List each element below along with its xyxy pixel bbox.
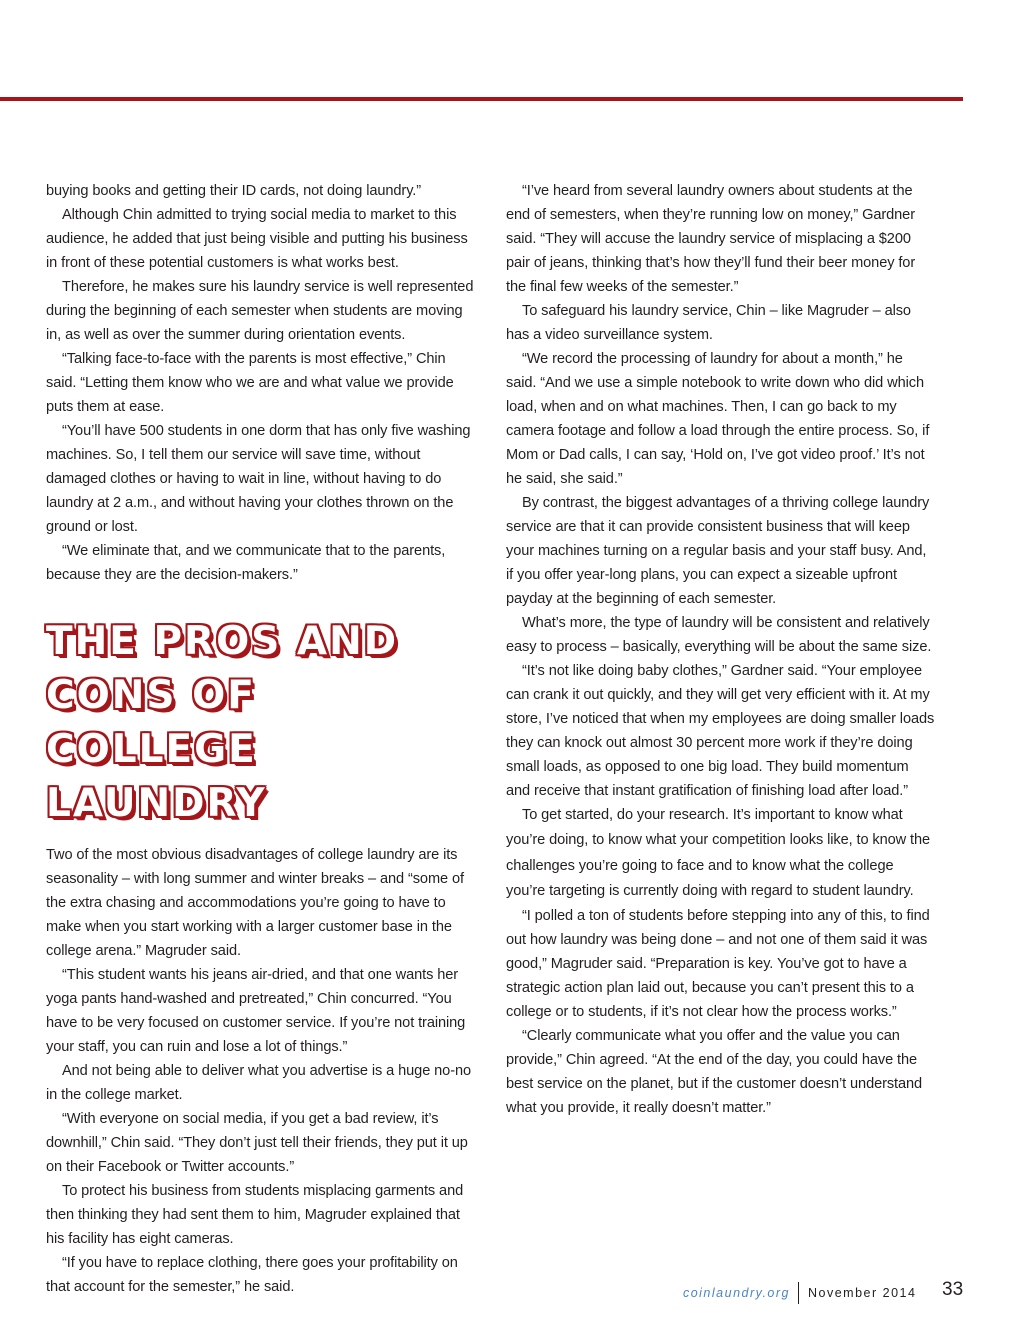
paragraph: “We record the processing of laundry for about a month,” he said. “And we use a simple notebook to write down who did which load, when and on what machines. Then, I can go back to my camera footage and follow a load through the entire process. So, if Mom or Dad calls, I can say, ‘Hold on, I’ve got video proof.’ It’s not he said, she said.” bbox=[506, 351, 930, 487]
footer-divider bbox=[798, 1282, 799, 1304]
paragraph: “I polled a ton of students before stepping into any of this, to find out how laundry was being done – and not one of them said it was good,” Magruder said. “Preparation is key. You’ve got to have a strategic action plan laid out, because you can’t present this to a college or to students, if it’s not clear how the process works.” bbox=[506, 908, 930, 1021]
paragraph: By contrast, the biggest advantages of a thriving college laundry service are that it can provide consistent business that will keep your machines turning on a regular basis and your staff busy. And, if you offer year-long plans, you can expect a sizeable upfront payday at the beginning of each semester. bbox=[506, 495, 930, 607]
paragraph: “If you have to replace clothing, there goes your profitability on that account for the semester,” he said. bbox=[46, 1255, 458, 1295]
website-link[interactable]: coinlaundry.org bbox=[682, 1286, 790, 1300]
right-column bbox=[506, 179, 936, 1120]
paragraph: To safeguard his laundry service, Chin – like Magruder – also has a video surveillance system. bbox=[506, 303, 911, 343]
paragraph: Therefore, he makes sure his laundry service is well represented during the beginning of each semester when students are moving in, as well as over the summer during orientation events. bbox=[46, 279, 474, 343]
issue-date: November 2014 bbox=[808, 1286, 917, 1300]
paragraph: “This student wants his jeans air-dried, and that one wants her yoga pants hand-washed and pretreated,” Chin concurred. “You have to be very focused on customer service. If you’re not training your staff, you can ruin and lose a lot of things.” bbox=[46, 967, 466, 1055]
paragraph: “With everyone on social media, if you get a bad review, it’s downhill,” Chin said. “They don’t just tell their friends, they put it up on their Facebook or Twitter accounts.” bbox=[46, 1111, 468, 1175]
paragraph: To get started, do your research. It’s important to know what you’re doing, to know what your competition looks like, to know the challenges you’re going to face and to know what the college you’re targeting is currently doing with regard to student laundry. bbox=[506, 807, 931, 899]
paragraph: “Clearly communicate what you offer and the value you can provide,” Chin agreed. “At the end of the day, you could have the best service on the planet, but if the customer doesn’t understand what you provide, it really doesn’t matter.” bbox=[506, 1028, 923, 1117]
page-number: 33 bbox=[942, 1279, 964, 1300]
paragraph: “Talking face-to-face with the parents is most effective,” Chin said. “Letting them know who we are and what value we provide puts them at ease. bbox=[46, 351, 454, 415]
paragraph: buying books and getting their ID cards, not doing laundry.” bbox=[46, 183, 422, 199]
left-column bbox=[46, 179, 476, 1299]
section-heading: THE PROS AND CONS OF COLLEGE LAUNDRY bbox=[46, 619, 399, 826]
paragraph: “It’s not like doing baby clothes,” Gardner said. “Your employee can crank it out quickly, and they will get very efficient with it. At my store, I’ve noticed that when my employees are doing smaller loads they can knock out almost 30 percent more work if they’re doing small loads, as opposed to one big load. They build momentum and receive that instant gratification of finishing load after load.” bbox=[506, 663, 935, 799]
paragraph: Two of the most obvious disadvantages of college laundry are its seasonality – with long summer and winter breaks – and “some of the extra chasing and accommodations you’re going to have to make when you start working with a larger customer base in the college arena.” Magruder said. bbox=[46, 847, 464, 959]
paragraph: What’s more, the type of laundry will be consistent and relatively easy to process – basically, everything will be about the same size. bbox=[506, 615, 932, 655]
paragraph: Although Chin admitted to trying social media to market to this audience, he added that just being visible and putting his business in front of these potential customers is what works best. bbox=[46, 207, 468, 271]
paragraph: And not being able to deliver what you advertise is a huge no-no in the college market. bbox=[46, 1063, 471, 1103]
paragraph: “You’ll have 500 students in one dorm that has only five washing machines. So, I tell them our service will save time, without damaged clothes or having to wait in line, without having to do laundry at 2 a.m., and without having your clothes thrown on the ground or lost. bbox=[46, 423, 471, 535]
paragraph: “I’ve heard from several laundry owners about students at the end of semesters, when they’re running low on money,” Gardner said. “They will accuse the laundry service of misplacing a $200 pair of jeans, thinking that’s how they’ll fund their beer money for the final few weeks of the semester.” bbox=[506, 183, 916, 295]
paragraph: To protect his business from students misplacing garments and then thinking they had sent them to him, Magruder explained that his facility has eight cameras. bbox=[46, 1183, 464, 1247]
header-rule bbox=[0, 97, 963, 101]
paragraph: “We eliminate that, and we communicate that to the parents, because they are the decision-makers.” bbox=[46, 543, 446, 583]
page-footer bbox=[0, 1279, 1024, 1309]
